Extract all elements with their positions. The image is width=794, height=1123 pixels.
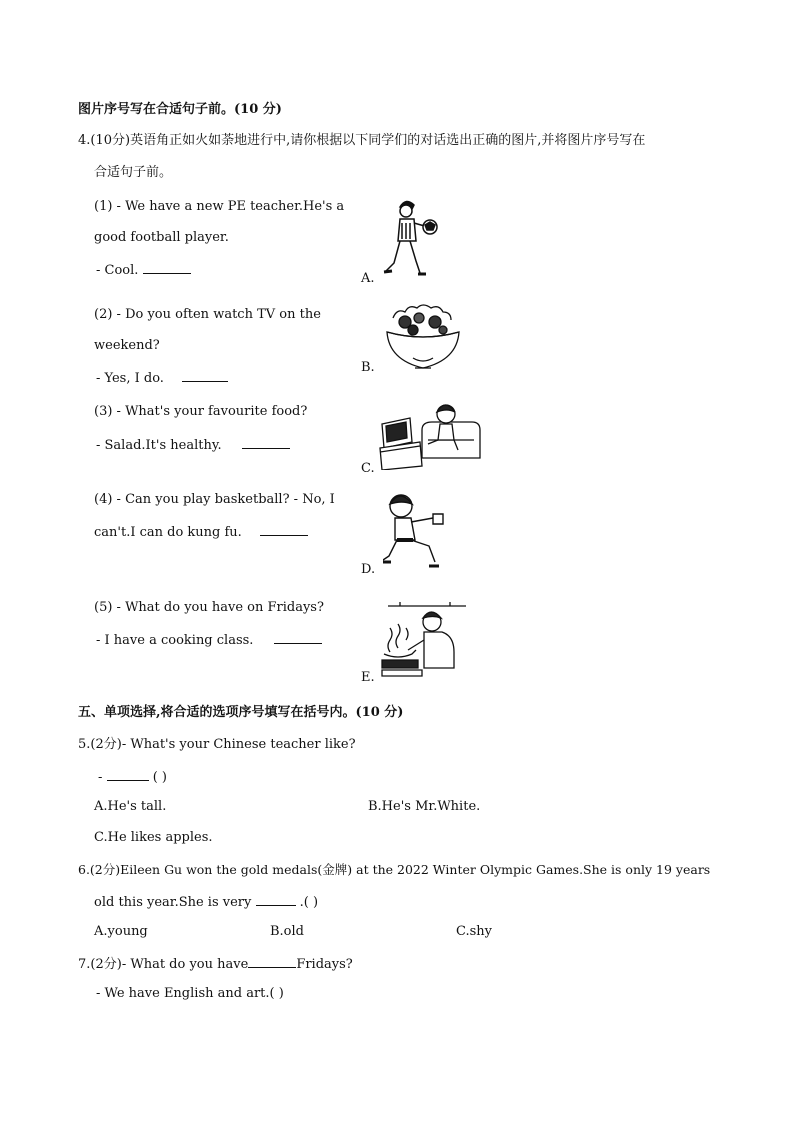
q4-item2-line1: (2) - Do you often watch TV on the (94, 307, 321, 322)
q6-stem-line1: 6.(2分)Eileen Gu won the gold medals(金牌) at the 2022 Winter Olympic Games.She is only 19 years (78, 862, 711, 877)
cooking-boy-icon (380, 600, 466, 680)
q7-answer: - We have English and art.( ) (96, 986, 284, 1001)
q5-answer-dash: - (98, 770, 103, 785)
q5-stem: 5.(2分)- What's your Chinese teacher like? (78, 737, 356, 752)
section5-header: 五、单项选择,将合适的选项序号填写在括号内。(10 分) (78, 705, 404, 720)
q4-item2-blank[interactable] (182, 368, 228, 382)
q4-item4-answer-text: can't.I can do kung fu. (94, 525, 242, 540)
q4-item3-line2 (96, 435, 290, 455)
q4-item2-answer-text: - Yes, I do. (96, 371, 164, 386)
q4-item3-answer-text: - Salad.It's healthy. (96, 438, 222, 453)
section-header: 图片序号写在合适句子前。(10 分) (78, 102, 282, 117)
q5-option-b[interactable]: B.He's Mr.White. (368, 799, 481, 814)
q7-stem-after: Fridays? (296, 957, 353, 972)
q4-item5-line2 (96, 630, 322, 650)
q6-stem-text: old this year.She is very (94, 895, 252, 910)
q4-item1-line1: (1) - We have a new PE teacher.He's a (94, 199, 345, 214)
q6-stem-line2 (94, 892, 318, 912)
q7-blank[interactable] (248, 954, 296, 968)
q4-item1-line2: good football player. (94, 230, 229, 245)
picture-label-d: D. (361, 562, 376, 577)
q5-answer-line (98, 767, 167, 787)
salad-bowl-icon (383, 300, 463, 375)
picture-label-c: C. (361, 461, 375, 476)
q4-item3-blank[interactable] (242, 435, 290, 449)
q4-item1-blank[interactable] (143, 260, 191, 274)
q4-item4-blank[interactable] (260, 522, 308, 536)
q4-item1-answer-text: - Cool. (96, 263, 139, 278)
picture-label-e: E. (361, 670, 375, 685)
picture-label-b: B. (361, 360, 375, 375)
q6-paren[interactable]: .( ) (299, 895, 319, 910)
q4-item2-line3 (96, 368, 228, 388)
q6-option-c[interactable]: C.shy (456, 924, 493, 939)
q6-option-a[interactable]: A.young (94, 924, 148, 939)
q4-item5-line1: (5) - What do you have on Fridays? (94, 600, 324, 615)
q4-item4-line2 (94, 522, 308, 542)
q5-option-c[interactable]: C.He likes apples. (94, 830, 213, 845)
q4-item4-line1: (4) - Can you play basketball? - No, I (94, 492, 335, 507)
q5-answer-paren[interactable]: ( ) (152, 770, 167, 785)
q6-option-b[interactable]: B.old (270, 924, 304, 939)
q4-item2-line2: weekend? (94, 338, 160, 353)
q4-item1-line3 (96, 260, 191, 280)
picture-label-a: A. (361, 271, 375, 286)
q4-item3-line1: (3) - What's your favourite food? (94, 404, 308, 419)
q6-blank[interactable] (256, 892, 296, 906)
boy-with-football-icon (380, 195, 440, 280)
q7-stem-text: 7.(2分)- What do you have (78, 957, 249, 972)
q4-stem-line1: 4.(10分)英语角正如火如荼地进行中,请你根据以下同学们的对话选出正确的图片,并将图片序号写在 (78, 133, 646, 148)
q5-option-a[interactable]: A.He's tall. (94, 799, 167, 814)
q5-blank[interactable] (107, 767, 149, 781)
q7-stem (78, 954, 353, 974)
boy-watching-tv-icon (378, 400, 483, 470)
kung-fu-boy-icon (383, 492, 449, 572)
q4-item5-blank[interactable] (274, 630, 322, 644)
q4-item5-answer-text: - I have a cooking class. (96, 633, 254, 648)
q4-stem-line2: 合适句子前。 (94, 165, 173, 180)
